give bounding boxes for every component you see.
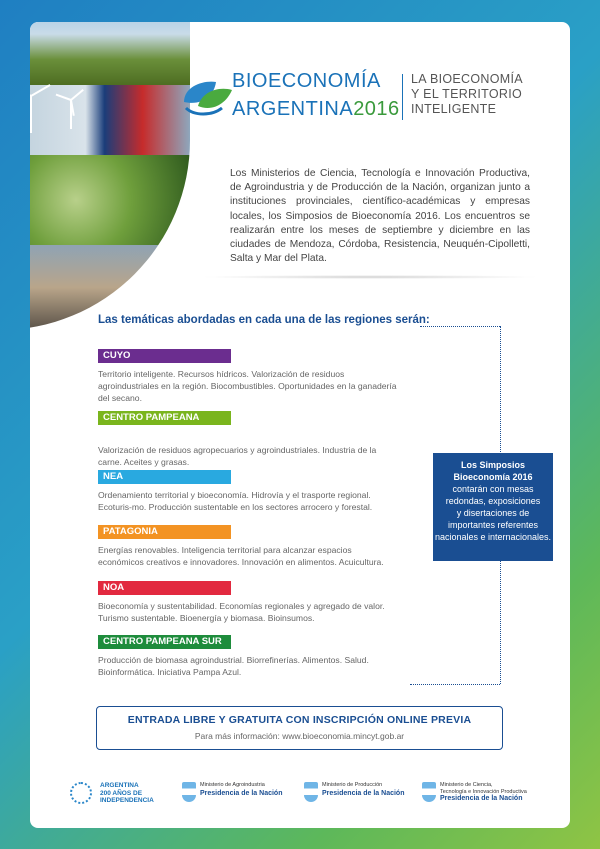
tagline-line: Y EL TERRITORIO	[411, 87, 523, 101]
presidency-name: Presidencia de la Nación	[322, 790, 405, 797]
national-shield-icon	[182, 782, 196, 802]
ministerio-ciencia-logo	[422, 780, 550, 808]
ministerio-produccion-logo	[304, 780, 424, 808]
region-description: Producción de biomasa agroindustrial. Biorrefinerías. Alimentos. Salud. Bioinformática. Iniciativa Pampa Azul.	[98, 655, 369, 677]
bioeconomia-leaf-logo	[176, 72, 236, 122]
symposium-info-box	[433, 453, 553, 561]
presidency-name: Presidencia de la Nación	[200, 790, 283, 797]
sidebox-title: Los Simposios	[460, 460, 525, 470]
argentina-200-text	[100, 782, 154, 805]
region-nea	[98, 466, 398, 514]
sidebox-line: nacionales e internacionales.	[434, 532, 552, 542]
ministry-name: Ministerio de Producción	[322, 782, 383, 788]
registration-title: ENTRADA LIBRE Y GRATUITA CON INSCRIPCIÓN ONLINE PREVIA	[127, 714, 472, 726]
ministerio-agroindustria-logo	[182, 780, 302, 808]
region-badge: CUYO	[98, 349, 231, 363]
region-description: Ordenamiento territorial y bioeconomía. Hidrovía y el trasporte regional. Ecoturis-mo. Producción sustentable en los sectores arrocero y forestal.	[98, 490, 373, 512]
region-cuyo	[98, 345, 398, 404]
tagline-line: LA BIOECONOMÍA	[411, 72, 523, 86]
header-divider	[402, 74, 403, 120]
region-badge: PATAGONIA	[98, 525, 231, 539]
photo-sugarcane-field	[30, 22, 190, 85]
sidebox-title: Bioeconomía 2016	[453, 472, 533, 482]
brand-subtitle	[232, 98, 400, 121]
logo-text-line: ARGENTINA	[100, 782, 139, 789]
ministry-name: Ministerio de Agroindustria	[200, 782, 265, 788]
ministry-name	[440, 782, 527, 795]
region-description: Bioeconomía y sustentabilidad. Economías regionales y agregado de valor. Turismo sustentable. Bioenergía y biomasa. Bioinsumos.	[98, 601, 385, 623]
sidebox-line: importantes referentes	[447, 520, 539, 530]
region-patagonia	[98, 521, 398, 569]
footer-logos	[70, 774, 550, 814]
connector-line	[410, 684, 500, 685]
region-centro-pampeana-sur	[98, 631, 398, 679]
national-shield-icon	[304, 782, 318, 802]
registration-banner	[96, 706, 503, 750]
brand-title: BIOECONOMÍA	[232, 70, 381, 92]
national-shield-icon	[422, 782, 436, 802]
intro-paragraph: Los Ministerios de Ciencia, Tecnología e Innovación Productiva, de Agroindustria y de Producción de la Nación, organizan junto a instituciones provinciales, científico-académicas y empresas locales, los Simposios de Bioeconomía 2016. Los encuentros se realizarán entre los meses de septiembre y diciembre en las ciudades de Mendoza, Córdoba, Resistencia, Neuquén-Cipolletti, Salta y Mar del Plata.	[230, 168, 530, 265]
sidebox-line: y disertaciones de	[456, 508, 530, 518]
brand-country: ARGENTINA	[232, 98, 354, 120]
regions-heading: Las temáticas abordadas en cada una de las regiones serán:	[98, 314, 430, 326]
region-centro-pampeana-norte	[98, 411, 398, 469]
photo-collage	[30, 22, 190, 330]
sidebox-line: contarán con mesas	[452, 484, 534, 494]
brand-year: 2016	[353, 98, 400, 120]
ministry-name-line: Ministerio de Ciencia,	[440, 782, 493, 788]
ministry-name-line: Tecnología e Innovación Productiva	[440, 788, 527, 795]
sidebox-line: redondas, exposiciones	[445, 496, 541, 506]
connector-line	[420, 326, 500, 327]
region-badge: CENTRO PAMPEANA NORTE	[98, 411, 231, 425]
region-description: Territorio inteligente. Recursos hídricos. Valorización de residuos agroindustriales en la región. Biocombustibles. Oportunidades en la ganadería del secano.	[98, 369, 397, 403]
argentina-200-logo	[70, 780, 180, 808]
photo-lab-plant	[30, 155, 190, 245]
region-badge: NOA	[98, 581, 231, 595]
region-badge: CENTRO PAMPEANA SUR	[98, 635, 231, 649]
region-badge: NEA	[98, 470, 231, 484]
tagline-line: INTELIGENTE	[411, 102, 497, 116]
presidency-name: Presidencia de la Nación	[440, 795, 523, 802]
region-description: Valorización de residuos agropecuarios y agroindustriales. Industria de la carne. Aceites y grasas.	[98, 445, 377, 467]
logo-text-line: 200 AÑOS DE	[100, 789, 143, 797]
divider-shadow	[200, 275, 540, 279]
region-description: Energías renovables. Inteligencia territorial para alcanzar espacios económicos creativos e innovadores. Innovación en alimentos. Acuicultura.	[98, 545, 384, 567]
region-noa	[98, 577, 398, 625]
sun-icon	[70, 782, 92, 804]
tagline	[411, 72, 561, 117]
more-info-link[interactable]: Para más información: www.bioeconomia.mincyt.gob.ar	[194, 731, 405, 741]
poster-card	[30, 22, 570, 828]
logo-text-line: INDEPENDENCIA	[100, 797, 154, 804]
photo-train-wind-turbines	[30, 85, 190, 155]
